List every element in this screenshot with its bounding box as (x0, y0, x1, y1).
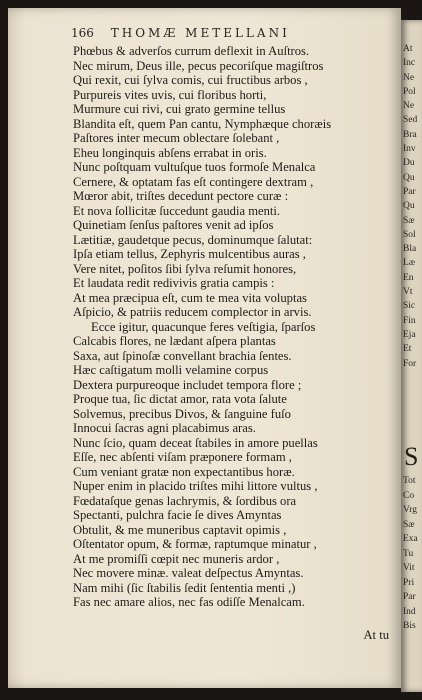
facing-page-word: Ind (403, 606, 416, 617)
running-header (71, 26, 290, 40)
verse-line: At mea præcipua eſt, cum te mea vita voluptas (73, 290, 307, 305)
catchword: At tu (363, 628, 389, 642)
facing-page-word: Inv (403, 144, 416, 155)
verse-line: Nunc poſtquam vultuſque tuos formoſe Menalca (73, 160, 316, 174)
verse-line: Spectanti, pulchra facie ſe dives Amyntas (73, 508, 282, 522)
verse-line: Lætitiæ, gaudetque pecus, dominumque ſalutat: (73, 232, 313, 247)
facing-page-word: Sic (403, 301, 416, 312)
facing-page-word: Sol (403, 229, 416, 240)
facing-page-word: Vrg (403, 505, 418, 515)
verse-line: Hæc caſtigatum molli velamine corpus (73, 363, 269, 377)
facing-page-word: Pri (403, 577, 415, 588)
verse-line: Purpureis vites uvis, cui floribus horti, (73, 87, 267, 102)
facing-page-margin-words-top (403, 42, 417, 371)
verse-line: Ipſa etiam tellus, Zephyris mulcentibus auras , (73, 247, 306, 261)
verse-line: Saxa, aut ſpinoſæ convellant brachia ſentes. (73, 348, 292, 363)
verse-line: Blandita eſt, quem Pan cantu, Nymphæque choræis (73, 116, 332, 131)
facing-page-margin-words-bottom (403, 474, 418, 634)
verse-line: Dextera purpureoque includet tempora flore ; (73, 377, 302, 392)
facing-page-word: Exa (403, 534, 418, 544)
verse-line: Ecce igitur, quacunque feres veſtigia, ſparſos (91, 319, 316, 334)
facing-page-edge (401, 20, 422, 692)
verse-line: Aſpicio, & patriis reducem complector in arvis. (73, 305, 312, 319)
facing-page-word: Pol (403, 86, 416, 97)
page-number: 166 (71, 26, 94, 40)
facing-page-word: Bra (403, 129, 417, 140)
verse-block (73, 44, 401, 610)
facing-page-word: Qu (403, 201, 415, 212)
verse-line: Nec movere minæ. valeat deſpectus Amyntas. (73, 566, 304, 580)
facing-page-word: Sed (403, 115, 418, 126)
verse-line: Qui rexit, cui ſylva comis, cui fructibus arbos , (73, 73, 308, 87)
facing-page-word: Par (403, 186, 416, 197)
facing-page-word: Tot (403, 476, 416, 486)
verse-line: Solvemus, precibus Divos, & ſanguine fuſo (73, 406, 291, 421)
facing-page-word: Co (403, 490, 415, 501)
verse-line: Paſtores inter mecum oblectare ſolebant , (73, 131, 280, 145)
facing-page-word: Eja (403, 329, 416, 340)
verse-line: Calcabis flores, ne lædant aſpera plantas (73, 334, 276, 348)
facing-page-word: Bla (403, 244, 417, 255)
verse-line: Vere nitet, poſitos ſibi ſylva reſumit honores, (73, 261, 297, 276)
verse-line: At me promiſſi cœpit nec muneris ardor , (73, 551, 280, 566)
facing-page-word: Bis (403, 621, 416, 631)
verse-line: Oſtentator opum, & formæ, raptumque minatur , (73, 537, 317, 551)
facing-page-word: Fin (403, 315, 416, 326)
verse-line: Obtulit, & me muneribus captavit opimis , (73, 522, 287, 537)
verse-line: Cum veniant gratæ non expectantibus horæ. (73, 464, 295, 479)
facing-page-word: Inc (403, 58, 416, 69)
verse-line: Nuper enim in placido triſtes mihi littore vultus , (73, 479, 318, 493)
verse-line: Eheu longinquis abſens errabat in oris. (73, 145, 267, 160)
verse-line: Et nova ſollicitæ ſuccedunt gaudia menti. (73, 203, 281, 218)
facing-page-word: Læ (403, 258, 416, 269)
facing-page-word: For (403, 358, 417, 369)
verse-line: Eſſe, nec abſenti viſam præponere formam , (73, 450, 292, 464)
verse-line: Nunc ſcio, quam deceat ſtabiles in amore puellas (73, 435, 318, 450)
verse-line: Fas nec amare alios, nec fas odiſſe Menalcam. (73, 595, 305, 609)
verse-line: Nam mihi (ſic ſtabilis ſedit ſententia menti ,) (73, 580, 296, 595)
facing-page-word: Vt (403, 287, 413, 298)
verse-line: Innocui ſacras agni placabimus aras. (73, 421, 256, 435)
left-page (8, 8, 401, 688)
facing-page-word: Sæ (403, 519, 415, 530)
verse-line: Cernere, & optatam fas eſt contingere dextram , (73, 174, 314, 189)
facing-page-word: Sæ (403, 215, 415, 226)
running-title: THOMÆ METELLANI (110, 26, 290, 40)
facing-page-initial-letter: S (404, 442, 419, 471)
verse-line: Quinetiam ſenſus paſtores venit ad ipſos (73, 218, 274, 232)
facing-page-word: Tu (403, 548, 414, 559)
verse-line: Mœror abit, triſtes decedunt pectore curæ : (73, 189, 289, 203)
facing-page-word: Du (403, 158, 415, 169)
facing-page-word: At (403, 44, 413, 54)
facing-page-word: Ne (403, 101, 415, 112)
facing-page-word: Vit (403, 563, 415, 573)
verse-line: Et laudata redit redivivis gratia campis : (73, 276, 275, 290)
verse-line: Proque tua, ſic dictat amor, rata vota ſalute (73, 392, 287, 406)
verse-line: Phœbus & adverſos currum deflexit in Auſtros. (73, 44, 310, 58)
facing-page-word: Et (403, 344, 412, 355)
verse-line: Fœdataſque genas lachrymis, & ſordibus ora (73, 493, 297, 508)
verse-line: Nec mirum, Deus ille, pecus pecoriſque magiſtros (73, 58, 324, 73)
facing-page-word: Ne (403, 72, 415, 83)
facing-page-word: Qu (403, 172, 415, 183)
facing-page-word: Par (403, 592, 416, 602)
verse-line: Murmure cui rivi, cui grato germine tellus (73, 102, 286, 116)
facing-page-word: En (403, 272, 414, 283)
